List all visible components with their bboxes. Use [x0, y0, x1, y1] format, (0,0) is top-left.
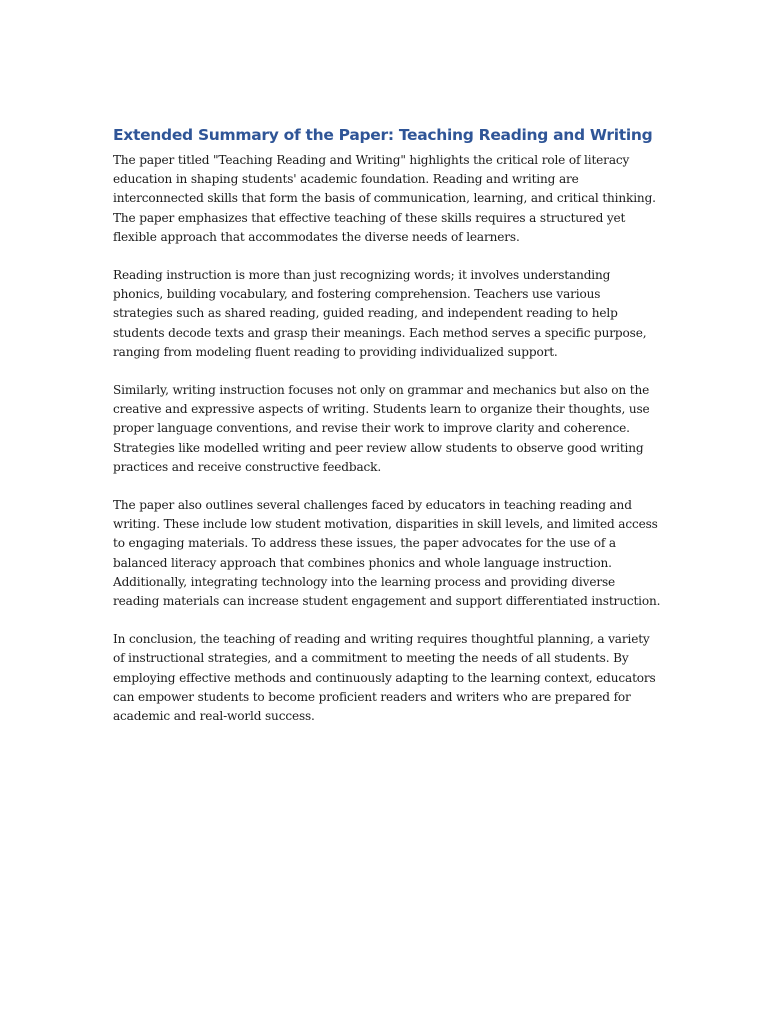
- document-title: Extended Summary of the Paper: Teaching Reading and Writing: [113, 126, 653, 144]
- paragraph-reading-instruction: Reading instruction is more than just recognizing words; it involves understanding phonics, building vocabulary, and fostering comprehension. Teachers use various strategies such as shared reading, guided reading, and independent reading to help students decode texts and grasp their meanings. Each method serves a specific purpose, ranging from modeling fluent reading to providing individualized support.: [113, 268, 647, 359]
- document-body: [113, 124, 661, 745]
- paragraph-writing-instruction: Similarly, writing instruction focuses not only on grammar and mechanics but also on the creative and expressive aspects of writing. Students learn to organize their thoughts, use proper language conventions, and revise their work to improve clarity and coherence. Strategies like modelled writing and peer review allow students to observe good writing practices and receive constructive feedback.: [113, 383, 650, 474]
- paragraph-challenges: The paper also outlines several challenges faced by educators in teaching reading and writing. These include low student motivation, disparities in skill levels, and limited access to engaging materials. To address these issues, the paper advocates for the use of a balanced literacy approach that combines phonics and whole language instruction. Additionally, integrating technology into the learning process and providing diverse reading materials can increase student engagement and support differentiated instruction.: [113, 498, 661, 609]
- paragraph-introduction: The paper titled "Teaching Reading and Writing" highlights the critical role of literacy education in shaping students' academic foundation. Reading and writing are interconnected skills that form the basis of communication, learning, and critical thinking. The paper emphasizes that effective teaching of these skills requires a structured yet flexible approach that accommodates the diverse needs of learners.: [113, 153, 656, 244]
- paragraph-conclusion: In conclusion, the teaching of reading and writing requires thoughtful planning, a variety of instructional strategies, and a commitment to meeting the needs of all students. By employing effective methods and continuously adapting to the learning context, educators can empower students to become proficient readers and writers who are prepared for academic and real-world success.: [113, 632, 656, 724]
